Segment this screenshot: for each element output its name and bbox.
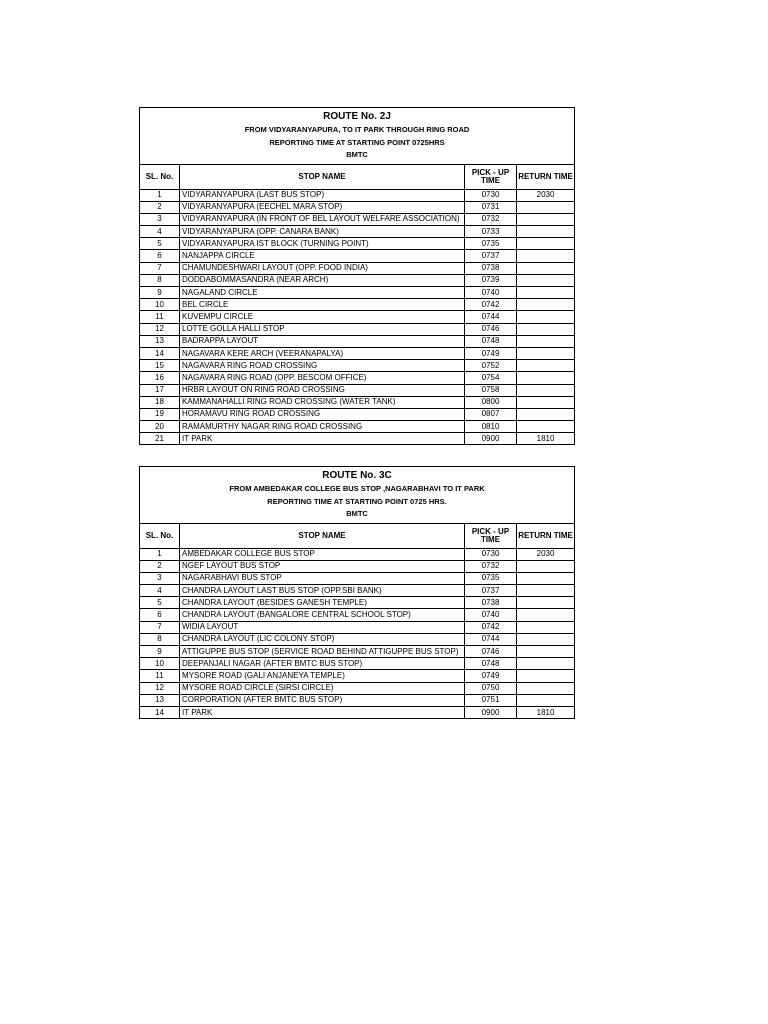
cell-pickup-time: 0758 [465, 384, 517, 396]
cell-stop-name: HORAMAVU RING ROAD CROSSING [180, 408, 465, 420]
cell-pickup-time: 0750 [465, 682, 517, 694]
header-pickup-time: PICK - UP TIME [465, 164, 517, 189]
cell-pickup-time: 0739 [465, 274, 517, 286]
table-row [140, 299, 575, 311]
route-description: FROM AMBEDAKAR COLLEGE BUS STOP ,NAGARABHAVI TO IT PARK [229, 484, 485, 493]
cell-return-time [517, 633, 575, 645]
header-return-time: RETURN TIME [517, 523, 575, 548]
cell-sl-no: 1 [140, 189, 180, 201]
table-row [140, 597, 575, 609]
cell-return-time [517, 658, 575, 670]
table-row [140, 201, 575, 213]
table-row [140, 238, 575, 250]
cell-pickup-time: 0746 [465, 646, 517, 658]
header-row [140, 164, 575, 189]
cell-sl-no: 7 [140, 621, 180, 633]
route-title-block [140, 467, 575, 524]
table-row [140, 609, 575, 621]
table-row [140, 560, 575, 572]
cell-sl-no: 14 [140, 347, 180, 359]
cell-pickup-time: 0732 [465, 560, 517, 572]
cell-stop-name: NAGARABHAVI BUS STOP [180, 572, 465, 584]
cell-stop-name: BADRAPPA LAYOUT [180, 335, 465, 347]
cell-sl-no: 21 [140, 433, 180, 445]
cell-sl-no: 4 [140, 226, 180, 238]
header-stop-name: STOP NAME [180, 164, 465, 189]
cell-pickup-time: 0742 [465, 621, 517, 633]
table-row [140, 213, 575, 225]
cell-pickup-time: 0730 [465, 189, 517, 201]
cell-sl-no: 2 [140, 560, 180, 572]
cell-sl-no: 5 [140, 238, 180, 250]
cell-pickup-time: 0742 [465, 299, 517, 311]
cell-pickup-time: 0752 [465, 360, 517, 372]
table-row [140, 694, 575, 706]
cell-return-time [517, 572, 575, 584]
cell-stop-name: NAGAVARA RING ROAD (OPP. BESCOM OFFICE) [180, 372, 465, 384]
cell-sl-no: 15 [140, 360, 180, 372]
cell-pickup-time: 0738 [465, 262, 517, 274]
cell-stop-name: CHANDRA LAYOUT LAST BUS STOP (OPP.SBI BANK) [180, 585, 465, 597]
cell-stop-name: BEL CIRCLE [180, 299, 465, 311]
cell-return-time [517, 226, 575, 238]
cell-pickup-time: 0735 [465, 572, 517, 584]
cell-return-time [517, 347, 575, 359]
cell-sl-no: 18 [140, 396, 180, 408]
header-sl-no: SL. No. [140, 164, 180, 189]
route-description: FROM VIDYARANYAPURA, TO IT PARK THROUGH RING ROAD [244, 125, 470, 134]
route-table-body [140, 467, 575, 719]
cell-pickup-time: 0810 [465, 421, 517, 433]
cell-sl-no: 6 [140, 609, 180, 621]
cell-return-time [517, 372, 575, 384]
cell-sl-no: 16 [140, 372, 180, 384]
cell-return-time [517, 408, 575, 420]
cell-return-time [517, 287, 575, 299]
cell-pickup-time: 0800 [465, 396, 517, 408]
cell-stop-name: CHANDRA LAYOUT (BESIDES GANESH TEMPLE) [180, 597, 465, 609]
table-row [140, 585, 575, 597]
cell-return-time [517, 274, 575, 286]
cell-stop-name: NAGAVARA KERE ARCH (VEERANAPALYA) [180, 347, 465, 359]
cell-return-time: 2030 [517, 548, 575, 560]
table-row [140, 335, 575, 347]
cell-pickup-time: 0738 [465, 597, 517, 609]
cell-pickup-time: 0754 [465, 372, 517, 384]
table-row [140, 396, 575, 408]
cell-stop-name: VIDYARANYAPURA IST BLOCK (TURNING POINT) [180, 238, 465, 250]
cell-stop-name: LOTTE GOLLA HALLI STOP [180, 323, 465, 335]
cell-sl-no: 10 [140, 299, 180, 311]
route-title: ROUTE No. 3C [322, 470, 392, 481]
cell-return-time [517, 597, 575, 609]
cell-return-time [517, 694, 575, 706]
cell-return-time: 1810 [517, 706, 575, 718]
cell-pickup-time: 0744 [465, 311, 517, 323]
table-row [140, 658, 575, 670]
cell-return-time [517, 360, 575, 372]
cell-stop-name: HRBR LAYOUT ON RING ROAD CROSSING [180, 384, 465, 396]
cell-stop-name: NAGALAND CIRCLE [180, 287, 465, 299]
route-3c-table [139, 466, 575, 719]
cell-stop-name: VIDYARANYAPURA (OPP. CANARA BANK) [180, 226, 465, 238]
cell-stop-name: IT PARK [180, 433, 465, 445]
cell-stop-name: MYSORE ROAD CIRCLE (SIRSI CIRCLE) [180, 682, 465, 694]
cell-pickup-time: 0900 [465, 706, 517, 718]
cell-sl-no: 13 [140, 335, 180, 347]
table-row [140, 433, 575, 445]
cell-pickup-time: 0735 [465, 238, 517, 250]
cell-sl-no: 17 [140, 384, 180, 396]
header-pickup-time: PICK - UP TIME [465, 523, 517, 548]
cell-pickup-time: 0732 [465, 213, 517, 225]
cell-sl-no: 9 [140, 287, 180, 299]
table-row [140, 670, 575, 682]
cell-stop-name: CHAMUNDESHWARI LAYOUT (OPP. FOOD INDIA) [180, 262, 465, 274]
table-row [140, 311, 575, 323]
cell-pickup-time: 0737 [465, 585, 517, 597]
cell-pickup-time: 0737 [465, 250, 517, 262]
cell-return-time [517, 670, 575, 682]
cell-stop-name: VIDYARANYAPURA (EECHEL MARA STOP) [180, 201, 465, 213]
cell-pickup-time: 0740 [465, 609, 517, 621]
cell-return-time [517, 682, 575, 694]
cell-pickup-time: 0748 [465, 335, 517, 347]
cell-stop-name: ATTIGUPPE BUS STOP (SERVICE ROAD BEHIND ATTIGUPPE BUS STOP) [180, 646, 465, 658]
table-row [140, 633, 575, 645]
table-row [140, 226, 575, 238]
cell-stop-name: NANJAPPA CIRCLE [180, 250, 465, 262]
table-row [140, 189, 575, 201]
cell-sl-no: 8 [140, 274, 180, 286]
cell-stop-name: VIDYARANYAPURA (LAST BUS STOP) [180, 189, 465, 201]
cell-sl-no: 7 [140, 262, 180, 274]
cell-sl-no: 9 [140, 646, 180, 658]
table-row [140, 572, 575, 584]
cell-pickup-time: 0751 [465, 694, 517, 706]
route-title: ROUTE No. 2J [323, 111, 391, 122]
cell-sl-no: 19 [140, 408, 180, 420]
operator-name: BMTC [346, 150, 368, 159]
table-row [140, 274, 575, 286]
cell-stop-name: WIDIA LAYOUT [180, 621, 465, 633]
cell-return-time [517, 560, 575, 572]
cell-pickup-time: 0749 [465, 670, 517, 682]
table-row [140, 347, 575, 359]
cell-stop-name: DEEPANJALI NAGAR (AFTER BMTC BUS STOP) [180, 658, 465, 670]
table-row [140, 421, 575, 433]
reporting-time: REPORTING TIME AT STARTING POINT 0725HRS [269, 137, 445, 147]
table-row [140, 250, 575, 262]
route-table-body [140, 108, 575, 445]
cell-sl-no: 11 [140, 670, 180, 682]
route-title-block [140, 108, 575, 165]
cell-sl-no: 11 [140, 311, 180, 323]
cell-return-time [517, 238, 575, 250]
cell-pickup-time: 0733 [465, 226, 517, 238]
cell-pickup-time: 0746 [465, 323, 517, 335]
table-row [140, 548, 575, 560]
cell-sl-no: 10 [140, 658, 180, 670]
cell-sl-no: 4 [140, 585, 180, 597]
cell-sl-no: 12 [140, 323, 180, 335]
cell-pickup-time: 0748 [465, 658, 517, 670]
table-row [140, 287, 575, 299]
reporting-time: REPORTING TIME AT STARTING POINT 0725 HRS. [267, 496, 447, 506]
cell-return-time [517, 421, 575, 433]
cell-return-time [517, 299, 575, 311]
cell-stop-name: IT PARK [180, 706, 465, 718]
cell-stop-name: CHANDRA LAYOUT (LIC COLONY STOP) [180, 633, 465, 645]
cell-stop-name: DODDABOMMASANDRA (NEAR ARCH) [180, 274, 465, 286]
cell-sl-no: 13 [140, 694, 180, 706]
cell-pickup-time: 0807 [465, 408, 517, 420]
cell-sl-no: 14 [140, 706, 180, 718]
cell-return-time [517, 201, 575, 213]
cell-return-time [517, 262, 575, 274]
table-row [140, 621, 575, 633]
cell-return-time [517, 609, 575, 621]
cell-return-time: 2030 [517, 189, 575, 201]
table-row [140, 646, 575, 658]
cell-return-time [517, 396, 575, 408]
cell-sl-no: 6 [140, 250, 180, 262]
cell-sl-no: 12 [140, 682, 180, 694]
header-sl-no: SL. No. [140, 523, 180, 548]
cell-return-time [517, 250, 575, 262]
cell-stop-name: MYSORE ROAD (GALI ANJANEYA TEMPLE) [180, 670, 465, 682]
cell-pickup-time: 0730 [465, 548, 517, 560]
cell-pickup-time: 0740 [465, 287, 517, 299]
cell-return-time [517, 585, 575, 597]
cell-sl-no: 8 [140, 633, 180, 645]
cell-return-time [517, 621, 575, 633]
table-row [140, 384, 575, 396]
cell-pickup-time: 0731 [465, 201, 517, 213]
cell-return-time [517, 335, 575, 347]
cell-return-time [517, 213, 575, 225]
cell-stop-name: NAGAVARA RING ROAD CROSSING [180, 360, 465, 372]
table-row [140, 262, 575, 274]
cell-sl-no: 3 [140, 572, 180, 584]
cell-stop-name: CORPORATION (AFTER BMTC BUS STOP) [180, 694, 465, 706]
table-row [140, 323, 575, 335]
table-row [140, 372, 575, 384]
cell-return-time [517, 311, 575, 323]
cell-sl-no: 1 [140, 548, 180, 560]
table-row [140, 706, 575, 718]
table-row [140, 408, 575, 420]
cell-pickup-time: 0749 [465, 347, 517, 359]
cell-stop-name: RAMAMURTHY NAGAR RING ROAD CROSSING [180, 421, 465, 433]
cell-return-time [517, 384, 575, 396]
cell-return-time: 1810 [517, 433, 575, 445]
header-row [140, 523, 575, 548]
cell-sl-no: 5 [140, 597, 180, 609]
cell-stop-name: KAMMANAHALLI RING ROAD CROSSING (WATER TANK) [180, 396, 465, 408]
cell-stop-name: VIDYARANYAPURA (IN FRONT OF BEL LAYOUT WELFARE ASSOCIATION) [180, 213, 465, 225]
operator-name: BMTC [346, 509, 368, 518]
route-2j-table [139, 107, 575, 445]
cell-stop-name: NGEF LAYOUT BUS STOP [180, 560, 465, 572]
cell-sl-no: 20 [140, 421, 180, 433]
table-row [140, 682, 575, 694]
table-row [140, 360, 575, 372]
cell-stop-name: CHANDRA LAYOUT (BANGALORE CENTRAL SCHOOL STOP) [180, 609, 465, 621]
cell-return-time [517, 646, 575, 658]
cell-pickup-time: 0900 [465, 433, 517, 445]
header-return-time: RETURN TIME [517, 164, 575, 189]
cell-sl-no: 3 [140, 213, 180, 225]
cell-stop-name: KUVEMPU CIRCLE [180, 311, 465, 323]
cell-stop-name: AMBEDAKAR COLLEGE BUS STOP [180, 548, 465, 560]
cell-sl-no: 2 [140, 201, 180, 213]
cell-pickup-time: 0744 [465, 633, 517, 645]
cell-return-time [517, 323, 575, 335]
header-stop-name: STOP NAME [180, 523, 465, 548]
